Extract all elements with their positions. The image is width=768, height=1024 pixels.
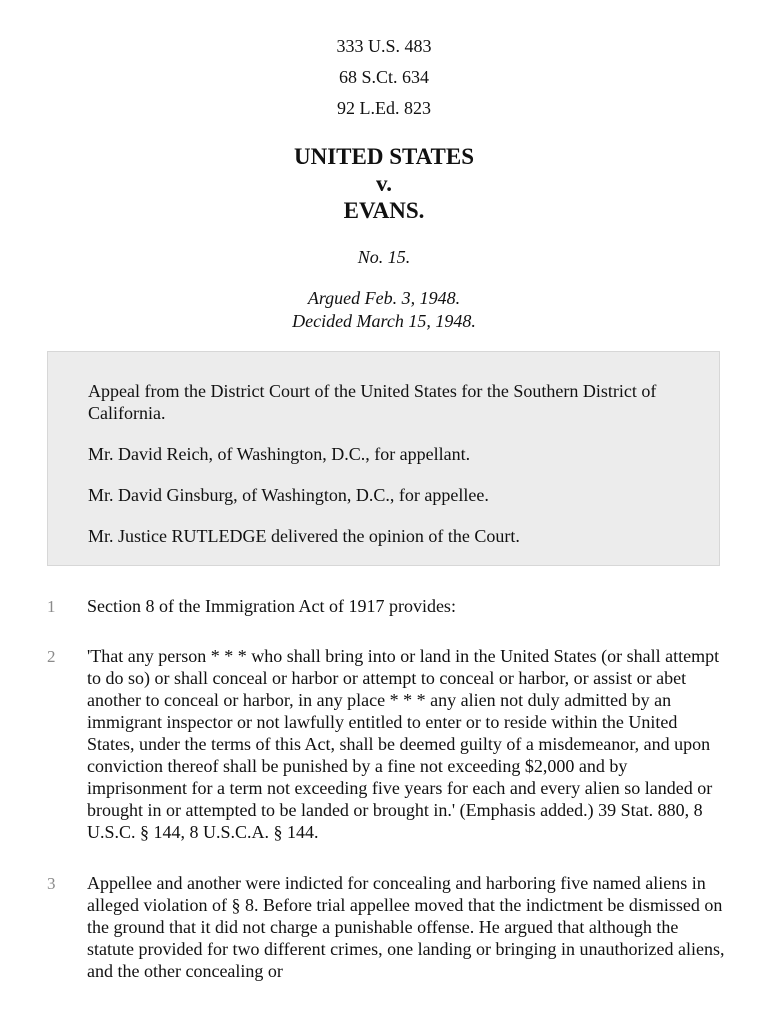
paragraph-number: 2 xyxy=(47,647,56,666)
appellant-counsel: Mr. David Reich, of Washington, D.C., for appellant. xyxy=(88,444,471,464)
docket-number: No. 15. xyxy=(357,247,411,267)
us-reports-citation: 333 U.S. 483 xyxy=(336,36,432,56)
paragraph-number: 1 xyxy=(47,597,56,616)
lawyers-edition-citation: 92 L.Ed. 823 xyxy=(337,98,431,118)
case-summary-box xyxy=(47,351,720,566)
plaintiff-name: UNITED STATES xyxy=(293,144,474,169)
appellee-counsel: Mr. David Ginsburg, of Washington, D.C., for appellee. xyxy=(88,485,489,505)
supreme-court-reporter-citation: 68 S.Ct. 634 xyxy=(338,67,430,87)
appeal-statement: Appeal from the District Court of the United States for the Southern District of California. xyxy=(88,381,657,423)
paragraph-text: Appellee and another were indicted for concealing and harboring five named aliens in alleged violation of § 8. Before trial appellee moved that the indictment be dismissed on the ground that it did not charge a punishable offense. He argued that although the statute provided for two different crimes, one landing or bringing in unauthorized aliens, and the other concealing or xyxy=(87,873,725,981)
versus-label: v. xyxy=(376,171,392,196)
argued-date: Argued Feb. 3, 1948. xyxy=(307,288,461,308)
defendant-name: EVANS. xyxy=(343,198,425,223)
case-dates xyxy=(0,287,768,333)
decided-date: Decided March 15, 1948. xyxy=(292,311,476,331)
case-title xyxy=(0,143,768,224)
opinion-author: Mr. Justice RUTLEDGE delivered the opinion of the Court. xyxy=(88,526,520,546)
citations xyxy=(0,34,768,127)
paragraph-text: Section 8 of the Immigration Act of 1917 provides: xyxy=(87,596,456,616)
paragraph-number: 3 xyxy=(47,874,56,893)
paragraph-text: 'That any person * * * who shall bring into or land in the United States (or shall attempt to do so) or shall conceal or harbor or attempt to conceal or harbor, or assist or abet another to conceal or harbor, in any place * * * any alien not duly admitted by an immigrant inspector or not lawfully entitled to enter or to reside within the United States, under the terms of this Act, shall be deemed guilty of a misdemeanor, and upon conviction thereof shall be punished by a fine not exceeding $2,000 and by imprisonment for a term not exceeding five years for each and every alien so landed or brought in or attempted to be landed or brought in.' (Emphasis added.) 39 Stat. 880, 8 U.S.C. § 144, 8 U.S.C.A. § 144. xyxy=(87,646,720,842)
